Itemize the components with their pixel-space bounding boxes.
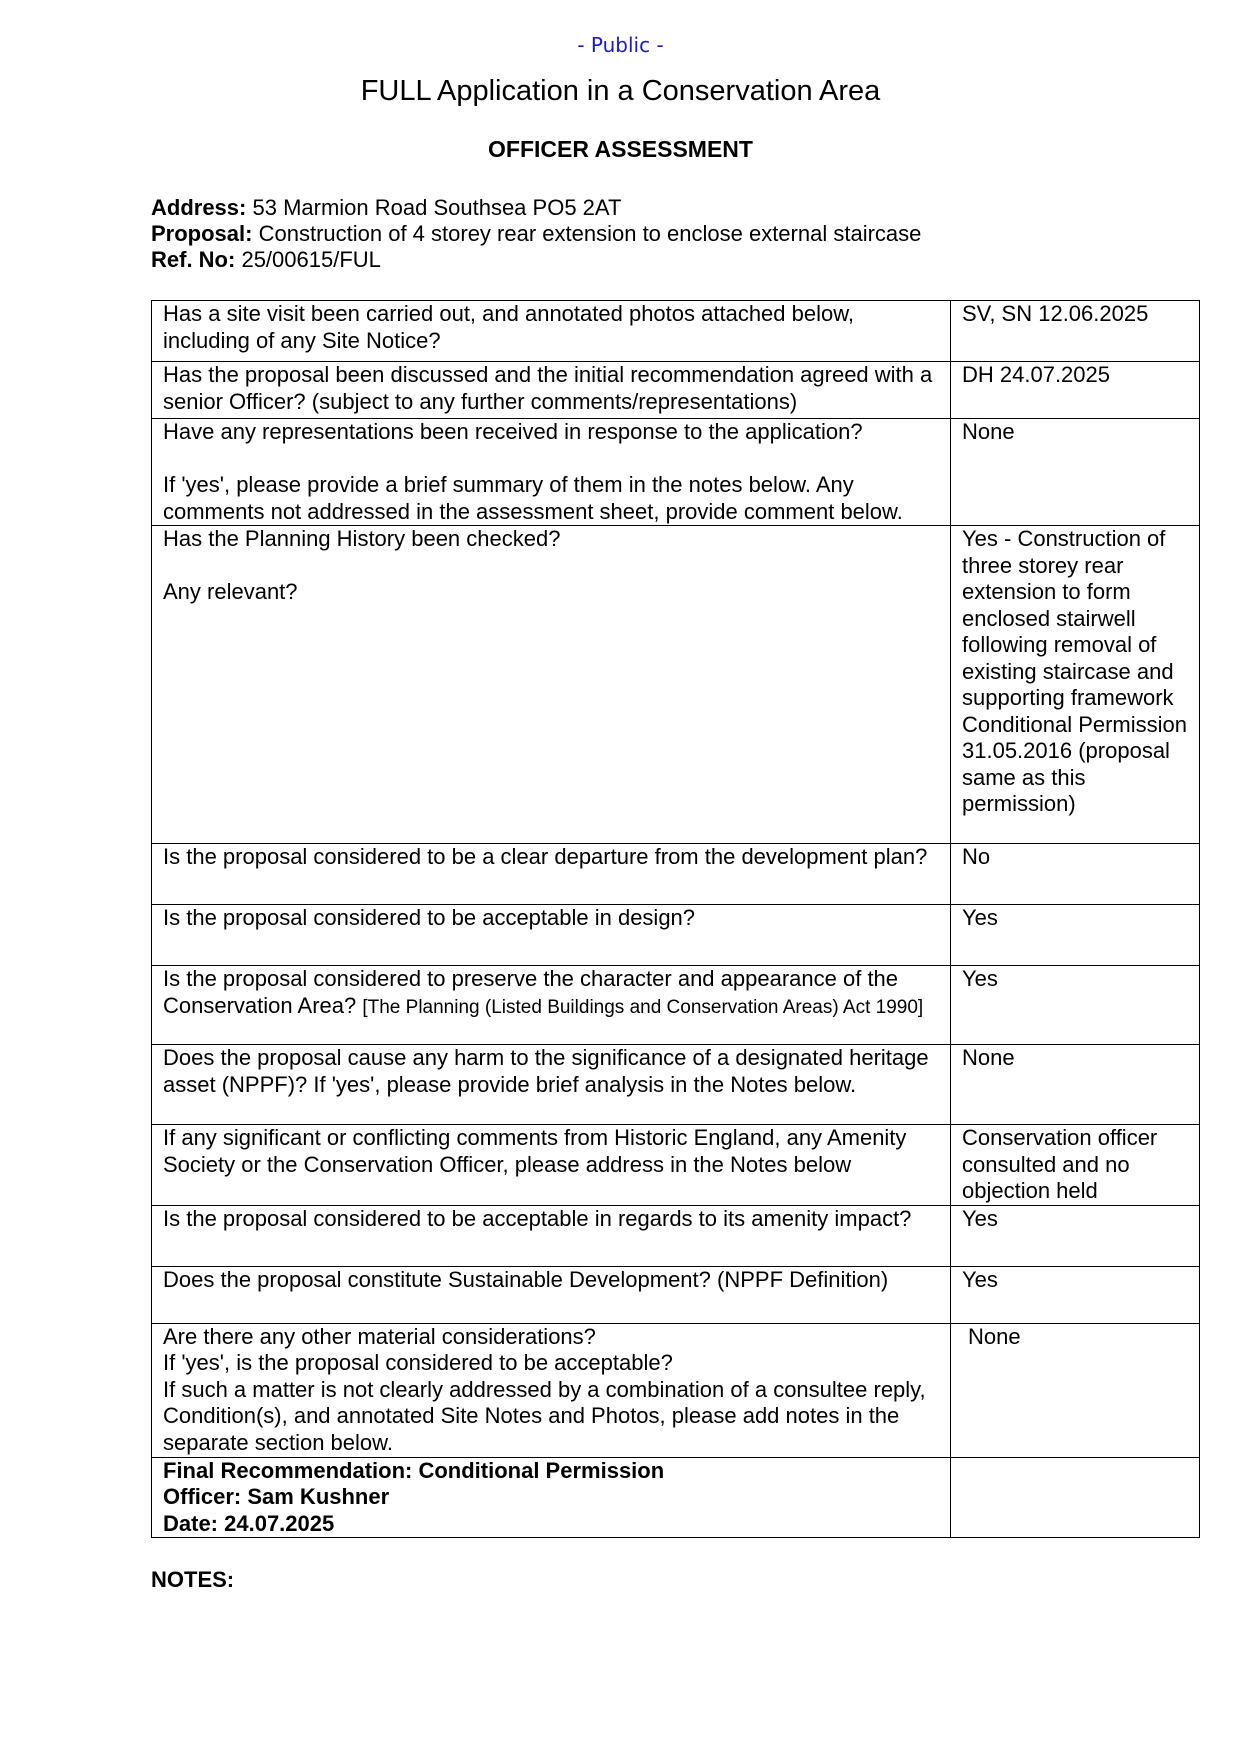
table-row [152,1125,1200,1206]
page-subtitle: OFFICER ASSESSMENT [488,136,753,162]
question-text: Is the proposal considered to preserve the character and appearance of the Conservation Area? [163,966,899,1018]
proposal-line [151,221,921,247]
proposal-value: Construction of 4 storey rear extension to enclose external staircase [258,221,922,246]
reference-value: 25/00615/FUL [241,247,381,272]
question-cell: Has the proposal been discussed and the initial recommendation agreed with a senior Officer? (subject to any further comments/representations) [152,362,951,419]
question-text: If 'yes', please provide a brief summary of them in the notes below. Any comments not addressed in the assessment sheet, provide comment below. [163,472,903,524]
final-recommendation: Final Recommendation: Conditional Permission [163,1457,665,1483]
answer-cell: Yes [951,966,1200,1045]
address-line [151,195,921,221]
question-cell: Does the proposal constitute Sustainable Development? (NPPF Definition) [152,1266,951,1323]
assessment-table [151,300,1200,1538]
table-row [152,844,1200,905]
answer-cell: Yes [951,1266,1200,1323]
reference-line [151,247,921,273]
table-row [152,526,1200,844]
application-details [151,195,921,273]
question-text: Any relevant? [163,579,298,604]
reference-label: Ref. No: [151,247,236,272]
answer-cell: DH 24.07.2025 [951,362,1200,419]
legislation-reference: [The Planning (Listed Buildings and Conservation Areas) Act 1990] [362,996,924,1018]
answer-cell: SV, SN 12.06.2025 [951,301,1200,362]
address-value: 53 Marmion Road Southsea PO5 2AT [252,195,622,220]
security-marking: - Public - [577,33,664,57]
answer-cell: None [951,1323,1200,1457]
table-row [152,966,1200,1045]
empty-answer-cell [951,1457,1200,1538]
question-cell: Is the proposal considered to be acceptable in design? [152,905,951,966]
table-row [152,1205,1200,1266]
question-cell [152,526,951,844]
table-row [152,1323,1200,1457]
officer-name: Officer: Sam Kushner [163,1484,390,1509]
question-text: If 'yes', is the proposal considered to be acceptable? [163,1350,673,1375]
question-cell: Is the proposal considered to be a clear departure from the development plan? [152,844,951,905]
proposal-label: Proposal: [151,221,253,246]
answer-cell: None [951,1045,1200,1125]
question-cell: Is the proposal considered to be acceptable in regards to its amenity impact? [152,1205,951,1266]
answer-cell: Yes [951,905,1200,966]
notes-heading: NOTES: [151,1567,235,1592]
table-row [152,362,1200,419]
table-row [152,905,1200,966]
page-title: FULL Application in a Conservation Area [360,75,881,107]
question-cell: If any significant or conflicting comments from Historic England, any Amenity Society or the Conservation Officer, please address in the Notes below [152,1125,951,1206]
question-text: Has the Planning History been checked? [163,526,561,551]
table-row [152,301,1200,362]
table-row [152,1045,1200,1125]
answer-cell: No [951,844,1200,905]
question-cell [152,966,951,1045]
answer-cell: Conservation officer consulted and no objection held [951,1125,1200,1206]
decision-date: Date: 24.07.2025 [163,1510,335,1536]
answer-cell: Yes [951,1205,1200,1266]
question-text: Are there any other material considerations? [163,1323,596,1349]
table-row [152,419,1200,526]
question-cell: Does the proposal cause any harm to the significance of a designated heritage asset (NPPF)? If 'yes', please provide brief analysis in the Notes below. [152,1045,951,1125]
address-label: Address: [151,195,247,220]
answer-cell: None [951,419,1200,526]
table-row [152,1266,1200,1323]
question-cell [152,419,951,526]
final-recommendation-row [152,1457,1200,1538]
question-text: If such a matter is not clearly addressed by a combination of a consultee reply, Condition(s), and annotated Site Notes and Photos, please add notes in the separate section below. [163,1376,926,1455]
question-cell: Has a site visit been carried out, and annotated photos attached below, including of any Site Notice? [152,301,951,362]
answer-cell: Yes - Construction of three storey rear extension to form enclosed stairwell following removal of existing staircase and supporting framework Conditional Permission 31.05.2016 (proposal same as this permission) [951,526,1200,844]
question-text: Have any representations been received in response to the application? [163,419,863,444]
question-cell [152,1323,951,1457]
final-recommendation-cell [152,1457,951,1538]
